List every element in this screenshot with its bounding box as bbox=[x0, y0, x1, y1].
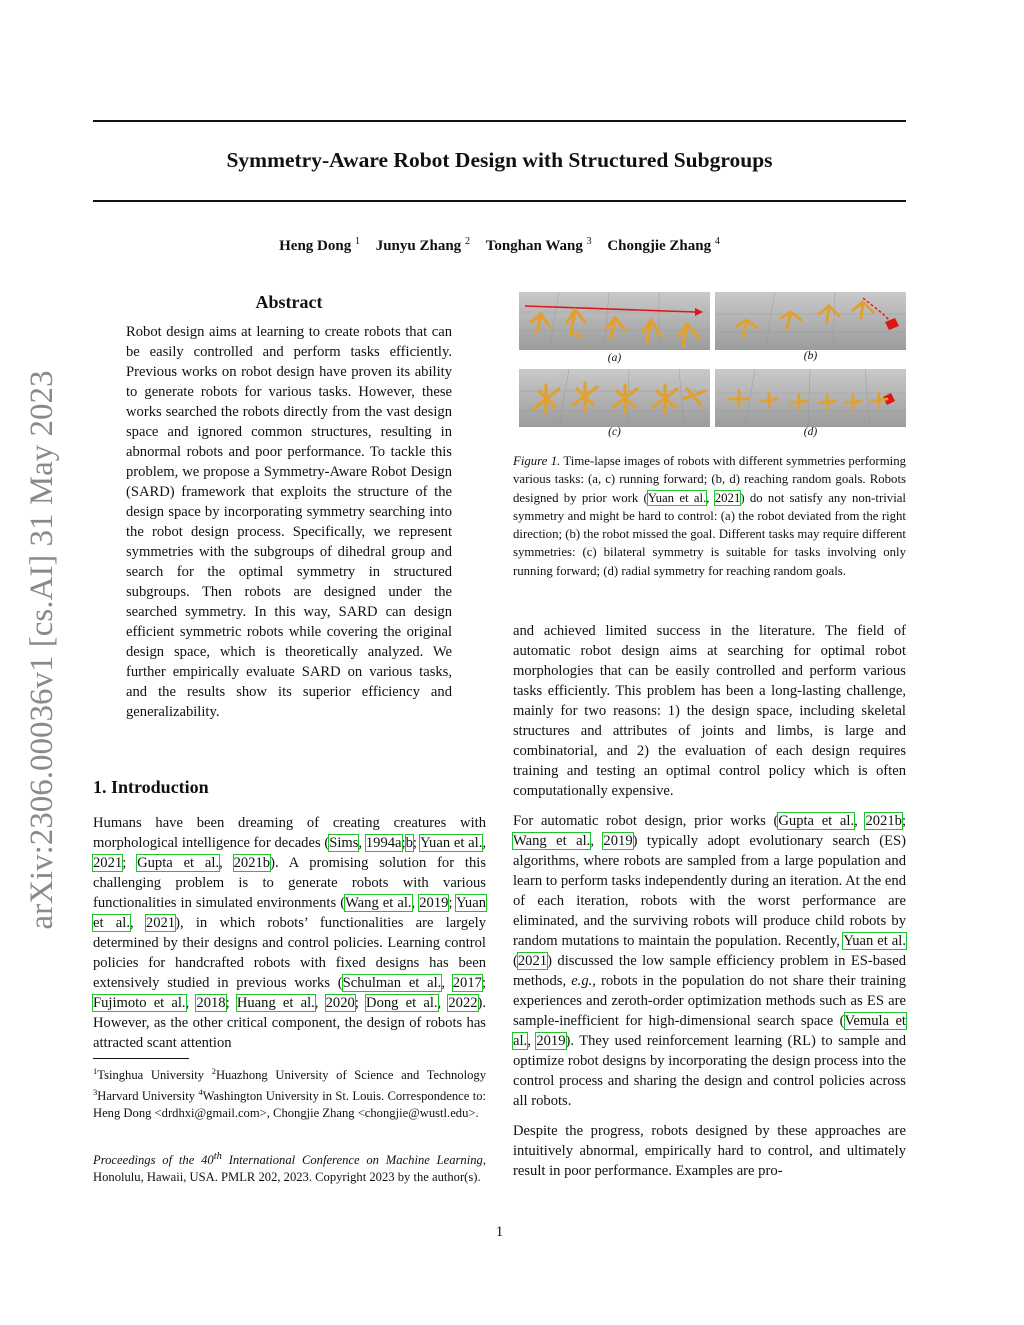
section-heading-introduction: 1. Introduction bbox=[93, 777, 209, 797]
citation-link[interactable]: Sims bbox=[329, 835, 359, 851]
page-number: 1 bbox=[495, 1224, 504, 1240]
author: Heng Dong $^1$ bbox=[279, 236, 360, 254]
citation-link[interactable]: Schulman et al. bbox=[342, 975, 442, 991]
figure-1 bbox=[513, 292, 906, 442]
footnote-rule bbox=[93, 1058, 189, 1059]
author: Chongjie Zhang $^4$ bbox=[607, 236, 720, 254]
citation-link[interactable]: Gupta et al. bbox=[778, 813, 855, 829]
citation-link[interactable]: 2017 bbox=[452, 975, 482, 991]
figure-panel-c bbox=[519, 369, 710, 427]
citation-link[interactable]: 2021b bbox=[865, 813, 902, 829]
citation-link[interactable]: Vemula et al. bbox=[513, 1013, 906, 1049]
citation-link[interactable]: Wang et al. bbox=[513, 833, 591, 849]
figure-panel-label: (c) bbox=[608, 426, 621, 438]
abstract-heading: Abstract bbox=[255, 292, 323, 312]
citation-link[interactable]: Huang et al. bbox=[236, 995, 315, 1011]
figure-panel-a bbox=[519, 292, 710, 350]
figure-panel-label: (b) bbox=[803, 350, 818, 362]
citation-link[interactable]: 2021b bbox=[233, 855, 271, 871]
figure-caption: Figure 1. Time-lapse images of robots with different symmetries performing various tasks: (a, c) running forward; (b, d) reaching random goals. Robots designed by prior work (Yuan et al., 2021) do not satisfy any non-trivial symmetry and might be hard to control: (a) the robot deviated from the right direction; (b) the robot missed the goal. Different tasks may require different symmetries: (c) bilateral symmetry is suitable for tasks involving only running forward; (d) radial symmetry for reaching random goals. bbox=[513, 454, 907, 578]
citation-link[interactable]: 2020 bbox=[325, 995, 355, 1011]
citation-link[interactable]: 2021 bbox=[517, 953, 548, 969]
figure-panel-b bbox=[715, 292, 906, 350]
citation-link[interactable]: Wang et al. bbox=[345, 895, 412, 911]
author: Junyu Zhang $^2$ bbox=[375, 236, 470, 254]
abstract-body: Robot design aims at learning to create robots that can be easily controlled and perform tasks efficiently. Previous works on robot design have proven its ability to generate robots for various tasks. However, these works searched the robots directly from the vast design space and ignored common structures, resulting in abnormal robots and poor performance. To tackle this problem, we propose a Symmetry-Aware Robot Design (SARD) framework that exploits the structure of the design space by incorporating symmetry searching into the robot design process. Specifically, we represent symmetries with the subgroups of dihedral group and search for the optimal symmetry in structured subgroups. Then robots are designed under the searched symmetry. In this way, SARD can design efficient symmetric robots while covering the original design space, which is theoretically analyzed. We further empirically evaluate SARD on various tasks, and the results show its superior efficiency and generalizability. bbox=[126, 324, 452, 720]
intro-paragraph: Humans have been dreaming of creating creatures with morphological intelligence for decades (Sims, 1994a;b; Yuan et al., 2021; Gupta et al., 2021b). A promising solution for this challenging problem is to generate robots with various functionalities in simulated environments (Wang et al., 2019; Yuan et al., 2021), in which robots’ functionalities are largely determined by their designs and control policies. Learning control policies for handcrafted robots with fixed designs has been extensively studied in previous works (Schulman et al., 2017; Fujimoto et al., 2018; Huang et al., 2020; Dong et al., 2022). However, as the other critical component, the design of robots has attracted scant attention bbox=[93, 815, 487, 1051]
author: Tonghan Wang $^3$ bbox=[485, 236, 592, 254]
author-list bbox=[93, 236, 906, 255]
citation-link[interactable]: 1994a bbox=[365, 835, 402, 851]
arxiv-stamp: arXiv:2306.00036v1 [cs.AI] 31 May 2023 bbox=[24, 370, 60, 930]
paragraph: Despite the progress, robots designed by these approaches are intuitively abnormal, empirically hard to control, and ultimately result in poor performance. Examples are pro- bbox=[513, 1123, 906, 1179]
citation-link[interactable]: Yuan et al. bbox=[647, 490, 707, 505]
figure-panel-label: (a) bbox=[607, 352, 622, 364]
affiliations-footnote: $^1$Tsinghua University $^2$Huazhong University of Science and Technology $^3$Harvard University $^4$Washington University in St. Louis. Correspondence to: Heng Dong <drdhxi@gmail.com>, Chongjie Zhang <chongjie@wustl.edu>. bbox=[93, 1066, 486, 1121]
citation-link[interactable]: 2022 bbox=[448, 995, 478, 1011]
citation-link[interactable]: 2021 bbox=[93, 855, 123, 871]
direction-arrow bbox=[525, 306, 695, 312]
citation-link[interactable]: 2019 bbox=[603, 833, 633, 849]
right-column bbox=[513, 621, 906, 1191]
citation-link[interactable]: Gupta et al. bbox=[137, 855, 220, 871]
title-rule-top bbox=[93, 120, 906, 122]
citation-link[interactable]: Yuan et al. bbox=[420, 835, 483, 851]
figure-panel-label: (d) bbox=[803, 426, 818, 438]
paragraph: and achieved limited success in the literature. The field of automatic robot design aims at searching for optimal robot morphologies that can be easily controlled and perform various tasks efficiently. This problem has been a long-lasting challenge, mainly for two reasons: 1) the design space, including skeletal structures and attributes of joints and limbs, is large and combinatorial, and 2) the evaluation of each design requires training and testing an optimal control policy which is often computationally expensive. bbox=[513, 623, 906, 799]
citation-link[interactable]: 2018 bbox=[196, 995, 226, 1011]
paragraph: For automatic robot design, prior works (Gupta et al., 2021b; Wang et al., 2019) typically adopt evolutionary search (ES) algorithms, where robots are sampled from a large population and learn to perform tasks independently during an iteration. At the end of each iteration, robots with the worst performance are eliminated, and the surviving robots will produce child robots by random mutations to maintain the population. Recently, Yuan et al. (2021) discussed the low sample efficiency problem in ES-based methods, e.g., robots in the population do not share their training experiences and zeroth-order optimization methods such as ES are sample-inefficient for high-dimensional search space (Vemula et al., 2019). They used reinforcement learning (RL) to sample and optimize robot designs by incorporating the design process into the control process and sharing the design and control policies across all robots. bbox=[513, 813, 907, 1109]
citation-link[interactable]: 2019 bbox=[536, 1033, 566, 1049]
citation-link[interactable]: 2021 bbox=[714, 490, 741, 505]
proceedings-note: Proceedings of the 40th International Conference on Machine Learning, Honolulu, Hawaii, USA. PMLR 202, 2023. Copyright 2023 by the author(s). bbox=[93, 1151, 486, 1185]
paper-title: Symmetry-Aware Robot Design with Structured Subgroups bbox=[226, 148, 773, 172]
citation-link[interactable]: Yuan et al. bbox=[93, 895, 486, 931]
citation-link[interactable]: 2021 bbox=[145, 915, 176, 931]
figure-panel-d bbox=[715, 369, 906, 427]
citation-link[interactable]: Yuan et al. bbox=[843, 933, 906, 949]
title-rule-bottom bbox=[93, 200, 906, 202]
citation-link[interactable]: 2019 bbox=[419, 895, 449, 911]
citation-link[interactable]: b bbox=[405, 835, 413, 851]
citation-link[interactable]: Fujimoto et al. bbox=[93, 995, 186, 1011]
citation-link[interactable]: Dong et al. bbox=[366, 995, 438, 1011]
